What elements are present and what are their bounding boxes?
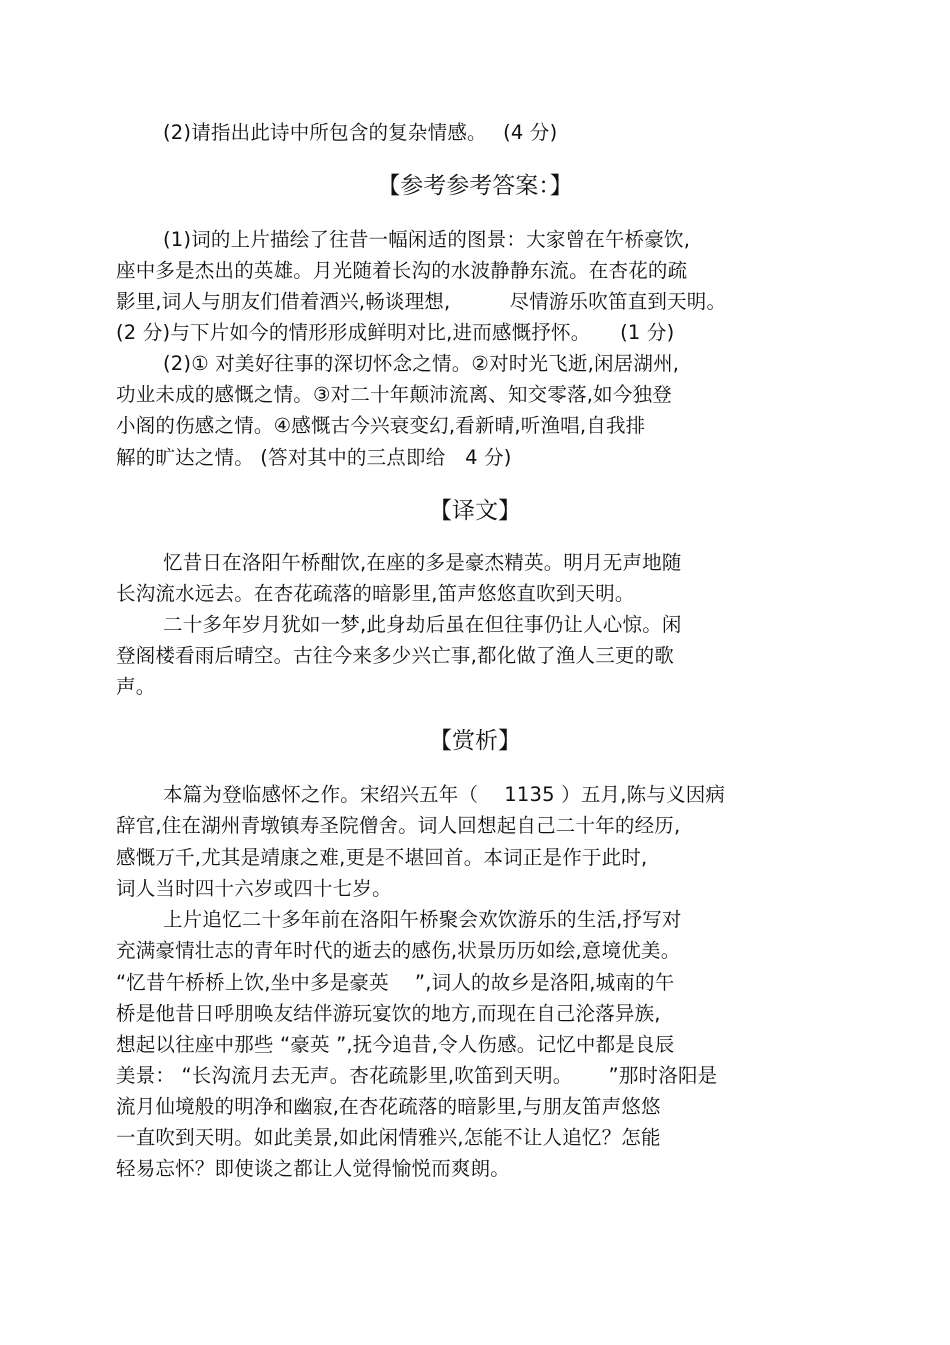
translation-line: 忆昔日在洛阳午桥酣饮,在座的多是豪杰精英。明月无声地随 <box>163 551 682 574</box>
answer-line: 小阁的伤感之情。④感慨古今兴衰变幻,看新晴,听渔唱,自我排 <box>116 414 646 437</box>
answer-line: 影里,词人与朋友们借着酒兴,畅谈理想, 尽情游乐吹笛直到天明。 <box>116 290 727 313</box>
answer-line: (2)① 对美好往事的深切怀念之情。②对时光飞逝,闲居湖州, <box>163 352 680 375</box>
appreciation-line: 上片追忆二十多年前在洛阳午桥聚会欢饮游乐的生活,抒写对 <box>163 908 682 931</box>
translation-line: 长沟流水远去。在杏花疏落的暗影里,笛声悠悠直吹到天明。 <box>116 582 635 605</box>
appreciation-line: 桥是他昔日呼朋唤友结伴游玩宴饮的地方,而现在自己沦落异族, <box>116 1002 661 1025</box>
answer-line: 解的旷达之情。 (答对其中的三点即给 4 分) <box>116 446 512 469</box>
answer-heading: 【参考参考答案：】 <box>377 173 573 199</box>
translation-heading: 【译文】 <box>429 498 521 524</box>
answer-line: 功业未成的感慨之情。③对二十年颠沛流离、知交零落,如今独登 <box>116 383 672 406</box>
translation-line: 二十多年岁月犹如一梦,此身劫后虽在但往事仍让人心惊。闲 <box>163 613 682 636</box>
answer-line: (1)词的上片描绘了往昔一幅闲适的图景：大家曾在午桥豪饮, <box>163 228 691 251</box>
answer-line: (2 分)与下片如今的情形形成鲜明对比,进而感慨抒怀。 (1 分) <box>116 321 675 344</box>
answer-line: 座中多是杰出的英雄。月光随着长沟的水波静静东流。在杏花的疏 <box>116 259 688 282</box>
appreciation-line: 轻易忘怀？即使谈之都让人觉得愉悦而爽朗。 <box>116 1157 511 1180</box>
translation-line: 登阁楼看雨后晴空。古往今来多少兴亡事,都化做了渔人三更的歌 <box>116 644 674 667</box>
appreciation-line: 本篇为登临感怀之作。宋绍兴五年（ 1135 ）五月,陈与义因病 <box>163 783 726 806</box>
question-2: (2)请指出此诗中所包含的复杂情感。 (4 分) <box>163 121 558 144</box>
appreciation-line: 词人当时四十六岁或四十七岁。 <box>116 877 392 900</box>
appreciation-line: “忆昔午桥桥上饮,坐中多是豪英 ”,词人的故乡是洛阳,城南的午 <box>116 971 675 994</box>
appreciation-heading: 【赏析】 <box>429 728 521 754</box>
appreciation-line: 一直吹到天明。如此美景,如此闲情雅兴,怎能不让人追忆？怎能 <box>116 1126 661 1149</box>
appreciation-line: 流月仙境般的明净和幽寂,在杏花疏落的暗影里,与朋友笛声悠悠 <box>116 1095 661 1118</box>
translation-line: 声。 <box>116 675 156 698</box>
appreciation-line: 充满豪情壮志的青年时代的逝去的感伤,状景历历如绘,意境优美。 <box>116 939 681 962</box>
appreciation-line: 辞官,住在湖州青墩镇寿圣院僧舍。词人回想起自己二十年的经历, <box>116 814 681 837</box>
appreciation-line: 想起以往座中那些 “豪英 ”,抚今追昔,令人伤感。记忆中都是良辰 <box>116 1033 675 1056</box>
appreciation-line: 感慨万千,尤其是靖康之难,更是不堪回首。本词正是作于此时, <box>116 846 648 869</box>
appreciation-line: 美景： “长沟流月去无声。杏花疏影里,吹笛到天明。 ”那时洛阳是 <box>116 1064 718 1087</box>
